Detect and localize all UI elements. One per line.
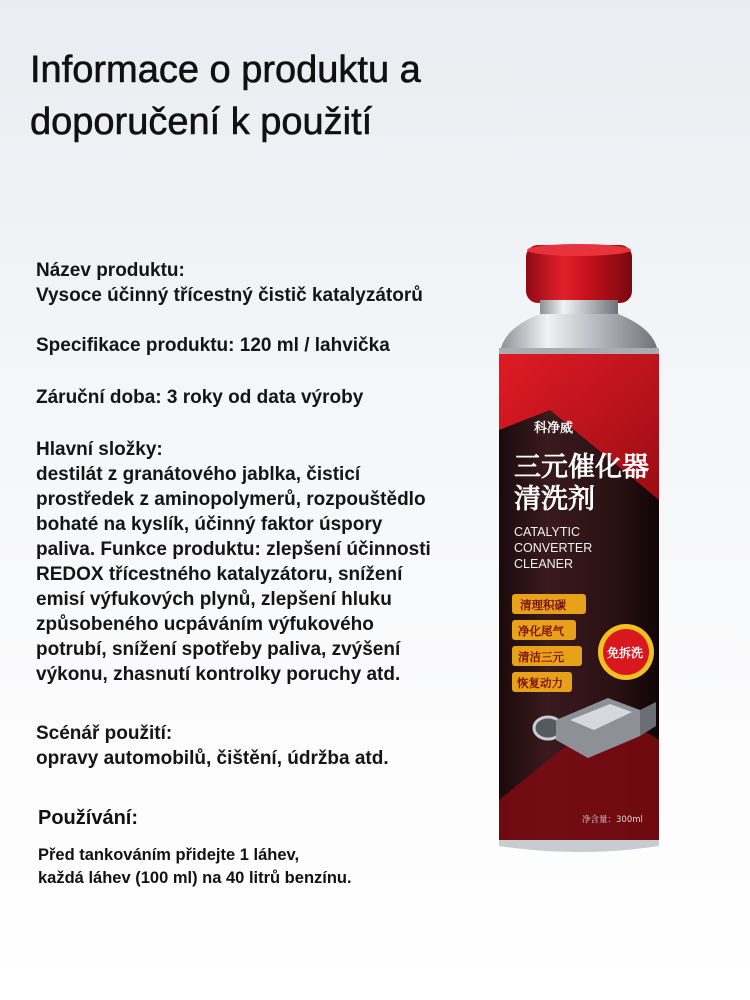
can-volume: 净含量：300ml (582, 815, 643, 825)
can-tag-text: 净化尾气 (518, 624, 564, 638)
usage-heading: Používání: (38, 807, 139, 829)
can-name-en-line1: CATALYTIC (514, 525, 580, 539)
page-title (30, 44, 630, 148)
scenario-value: opravy automobilů, čištění, údržba atd. (36, 748, 389, 769)
ingredients-line: výkonu, zhasnutí kontrolky poruchy atd. (36, 664, 401, 685)
product-can-image (490, 240, 670, 870)
brand-logo-text: 科净威 (534, 421, 574, 436)
ingredients-line: potrubí, snížení spotřeby paliva, zvýšení (36, 639, 401, 660)
product-name-value: Vysoce účinný třícestný čistič katalyzátorů (36, 285, 423, 306)
can-badge (598, 624, 654, 680)
ingredients-line: prostředek z aminopolymerů, rozpouštědlo (36, 489, 426, 510)
can-tag-text: 恢复动力 (517, 676, 563, 690)
can-badge-text: 免拆洗 (607, 646, 644, 660)
product-spec: Specifikace produktu: 120 ml / lahvička (36, 335, 390, 356)
title-line-1: Informace o produktu a (30, 49, 421, 91)
usage-instructions (38, 844, 438, 890)
can-tag-text: 清洁三元 (518, 650, 564, 664)
can-name-en-line2: CONVERTER (514, 541, 593, 555)
title-line-2: doporučení k použití (30, 101, 373, 143)
ingredients-line: REDOX třícestného katalyzátoru, snížení (36, 564, 403, 585)
can-tag (512, 594, 586, 614)
can-name-en-line3: CLEANER (514, 557, 574, 571)
can-cap (526, 244, 632, 303)
ingredients-line: paliva. Funkce produktu: zlepšení účinnosti (36, 539, 431, 560)
can-name-cn-line2: 清洗剂 (514, 484, 595, 515)
can-tag (512, 620, 576, 640)
product-name-label: Název produktu: (36, 260, 185, 281)
can-tag (512, 646, 582, 666)
ingredients-line: emisí výfukových plynů, zlepšení hluku (36, 589, 392, 610)
ingredients-label: Hlavní složky: (36, 439, 163, 460)
ingredients-line: bohaté na kyslík, účinný faktor úspory (36, 514, 383, 535)
usage-scenario-section (36, 721, 486, 771)
warranty-period: Záruční doba: 3 roky od data výroby (36, 387, 364, 408)
product-name-section (36, 258, 486, 308)
usage-line-1: Před tankováním přidejte 1 láhev, (38, 846, 300, 864)
can-tag-text: 清理积碳 (520, 598, 566, 612)
can-name-cn-line1: 三元催化器 (514, 452, 649, 483)
usage-line-2: každá láhev (100 ml) na 40 litrů benzínu. (38, 869, 352, 887)
ingredients-section (36, 437, 486, 687)
can-tag (512, 672, 572, 692)
ingredients-line: způsobeného ucpáváním výfukového (36, 614, 374, 635)
scenario-label: Scénář použití: (36, 723, 173, 744)
ingredients-line: destilát z granátového jablka, čisticí (36, 464, 361, 485)
can-shoulder (499, 300, 659, 356)
